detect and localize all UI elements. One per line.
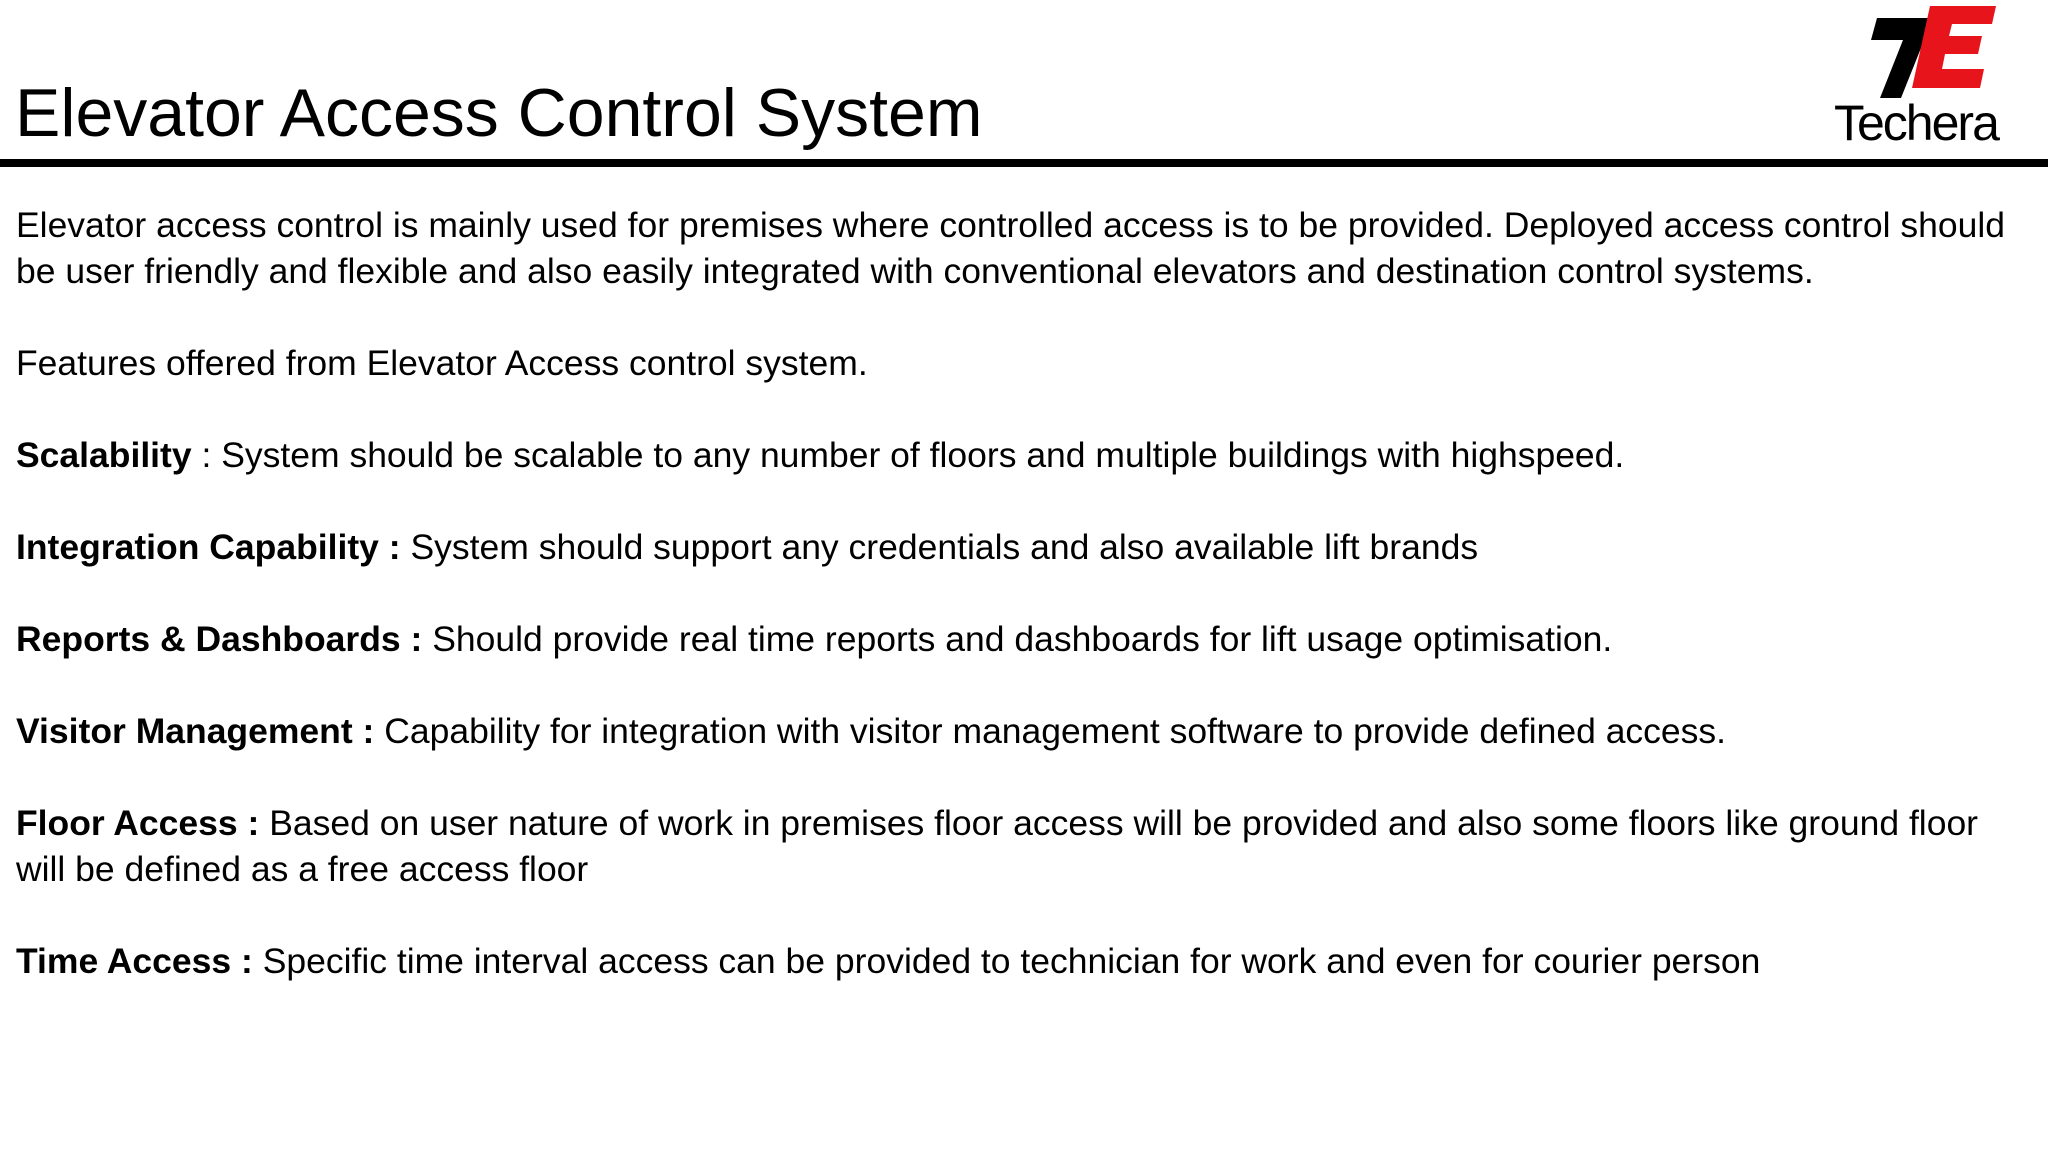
feature-separator (253, 941, 263, 981)
feature-name: Visitor Management : (16, 711, 375, 751)
feature-text: System should be scalable to any number of floors and multiple buildings with highspeed. (221, 435, 1625, 475)
title-divider (0, 159, 2048, 167)
feature-name: Time Access : (16, 941, 253, 981)
feature-name: Reports & Dashboards : (16, 619, 423, 659)
techera-logo (1830, 2, 2040, 152)
feature-text: Based on user nature of work in premises floor access will be provided and also some floors like ground floor will be defined as a free access floor (16, 803, 1979, 889)
feature-separator (259, 803, 269, 843)
feature-name: Integration Capability : (16, 527, 401, 567)
slide-content (16, 202, 2006, 984)
feature-reports-dashboards (16, 616, 2006, 662)
techera-7e-logo-mark (1830, 2, 2030, 102)
intro-paragraph: Elevator access control is mainly used for premises where controlled access is to be provided. Deployed access control should be user friendly and flexible and also easily integrated with conventional elevators and destination control systems. (16, 205, 2005, 291)
feature-integration-capability (16, 524, 2006, 570)
feature-visitor-management (16, 708, 2006, 754)
feature-text: Specific time interval access can be provided to technician for work and even for courier person (262, 941, 1761, 981)
feature-separator (374, 711, 384, 751)
feature-name: Scalability (16, 435, 192, 475)
feature-name: Floor Access : (16, 803, 260, 843)
feature-text: System should support any credentials and also available lift brands (410, 527, 1479, 567)
feature-separator: : (191, 435, 222, 475)
feature-floor-access (16, 800, 2006, 892)
feature-time-access (16, 938, 2006, 984)
feature-scalability (16, 432, 2006, 478)
feature-separator (422, 619, 432, 659)
feature-text: Should provide real time reports and dashboards for lift usage optimisation. (432, 619, 1613, 659)
feature-separator (401, 527, 411, 567)
features-heading: Features offered from Elevator Access control system. (16, 343, 868, 383)
logo-wordmark: Techera (1834, 95, 1998, 151)
feature-text: Capability for integration with visitor management software to provide defined access. (384, 711, 1727, 751)
slide-title: Elevator Access Control System (15, 75, 983, 151)
